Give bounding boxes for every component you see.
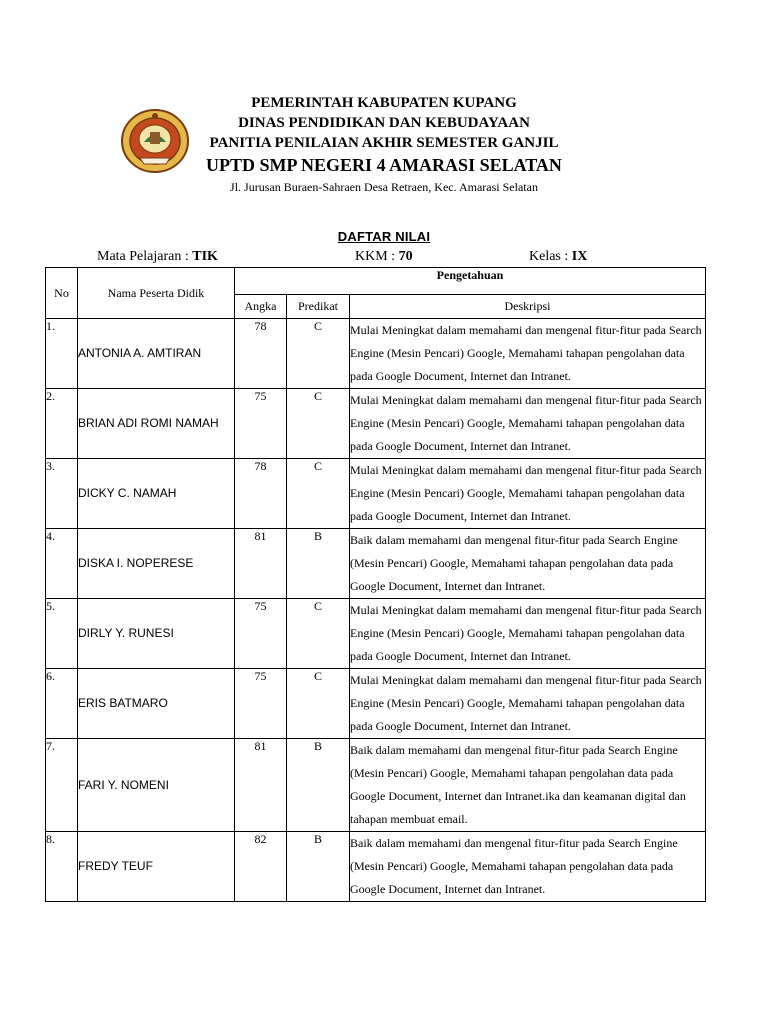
header-score: Angka <box>235 294 287 318</box>
description: Baik dalam memahami dan mengenal fitur-fitur pada Search Engine (Mesin Pencari) Google, Memahami tahapan pengolahan data pada Google Document, Internet dan Intranet.ika dan keamanan digital dan tahapan membuat email. <box>350 739 706 832</box>
letterhead-line-2: DINAS PENDIDIKAN DAN KEBUDAYAAN <box>238 115 530 131</box>
description: Baik dalam memahami dan mengenal fitur-fitur pada Search Engine (Mesin Pencari) Google, Memahami tahapan pengolahan data pada Google Document, Internet dan Intranet. <box>350 832 706 902</box>
score: 81 <box>235 739 287 832</box>
table-row <box>46 389 706 459</box>
table-row <box>46 529 706 599</box>
subject-label: Mata Pelajaran : <box>97 249 193 264</box>
score: 78 <box>235 459 287 529</box>
row-number: 4. <box>46 529 78 599</box>
row-number: 5. <box>46 599 78 669</box>
description: Mulai Meningkat dalam memahami dan mengenal fitur-fitur pada Search Engine (Mesin Pencari) Google, Memahami tahapan pengolahan data pada Google Document, Internet dan Intranet. <box>350 319 706 389</box>
class-value: IX <box>571 249 588 264</box>
predicate: B <box>287 739 350 832</box>
student-name: ERIS BATMARO <box>78 669 235 739</box>
subject-value: TIK <box>192 249 218 264</box>
predicate: C <box>287 599 350 669</box>
letterhead-line-3: PANITIA PENILAIAN AKHIR SEMESTER GANJIL <box>209 135 559 151</box>
class-label: Kelas : <box>529 249 572 264</box>
document-title: DAFTAR NILAI <box>337 229 431 244</box>
header-no: No <box>46 268 78 319</box>
predicate: C <box>287 319 350 389</box>
header-knowledge: Pengetahuan <box>235 268 706 295</box>
student-name: ANTONIA A. AMTIRAN <box>78 319 235 389</box>
header-predicate: Predikat <box>287 294 350 318</box>
score: 75 <box>235 599 287 669</box>
kkm-label: KKM : <box>355 249 399 264</box>
predicate: B <box>287 832 350 902</box>
kupang-regency-crest-icon <box>120 108 190 174</box>
row-number: 2. <box>46 389 78 459</box>
description: Mulai Meningkat dalam memahami dan mengenal fitur-fitur pada Search Engine (Mesin Pencari) Google, Memahami tahapan pengolahan data pada Google Document, Internet dan Intranet. <box>350 459 706 529</box>
student-name: FREDY TEUF <box>78 832 235 902</box>
row-number: 3. <box>46 459 78 529</box>
class-info <box>529 249 587 265</box>
row-number: 8. <box>46 832 78 902</box>
table-row <box>46 319 706 389</box>
description: Mulai Meningkat dalam memahami dan mengenal fitur-fitur pada Search Engine (Mesin Pencari) Google, Memahami tahapan pengolahan data pada Google Document, Internet dan Intranet. <box>350 669 706 739</box>
score: 75 <box>235 389 287 459</box>
student-name: FARI Y. NOMENI <box>78 739 235 832</box>
header-description: Deskripsi <box>350 294 706 318</box>
score: 81 <box>235 529 287 599</box>
table-row <box>46 739 706 832</box>
predicate: B <box>287 529 350 599</box>
description: Mulai Meningkat dalam memahami dan mengenal fitur-fitur pada Search Engine (Mesin Pencari) Google, Memahami tahapan pengolahan data pada Google Document, Internet dan Intranet. <box>350 389 706 459</box>
predicate: C <box>287 459 350 529</box>
student-name: DICKY C. NAMAH <box>78 459 235 529</box>
score: 75 <box>235 669 287 739</box>
letterhead <box>190 93 578 178</box>
grades-table <box>45 267 706 902</box>
letterhead-line-1: PEMERINTAH KABUPATEN KUPANG <box>251 95 517 111</box>
table-row <box>46 599 706 669</box>
student-name: DISKA I. NOPERESE <box>78 529 235 599</box>
kkm-value: 70 <box>398 249 413 264</box>
row-number: 1. <box>46 319 78 389</box>
score: 82 <box>235 832 287 902</box>
header-student-name: Nama Peserta Didik <box>78 268 235 319</box>
student-name: DIRLY Y. RUNESI <box>78 599 235 669</box>
grade-rows <box>46 319 706 902</box>
predicate: C <box>287 669 350 739</box>
row-number: 6. <box>46 669 78 739</box>
table-row <box>46 669 706 739</box>
score: 78 <box>235 319 287 389</box>
student-name: BRIAN ADI ROMI NAMAH <box>78 389 235 459</box>
school-name: UPTD SMP NEGERI 4 AMARASI SELATAN <box>206 155 562 175</box>
subject-info <box>97 249 218 265</box>
description: Baik dalam memahami dan mengenal fitur-fitur pada Search Engine (Mesin Pencari) Google, Memahami tahapan pengolahan data pada Google Document, Internet dan Intranet. <box>350 529 706 599</box>
table-row <box>46 832 706 902</box>
table-row <box>46 459 706 529</box>
predicate: C <box>287 389 350 459</box>
school-address: Jl. Jurusan Buraen-Sahraen Desa Retraen, Kec. Amarasi Selatan <box>230 180 538 194</box>
row-number: 7. <box>46 739 78 832</box>
description: Mulai Meningkat dalam memahami dan mengenal fitur-fitur pada Search Engine (Mesin Pencari) Google, Memahami tahapan pengolahan data pada Google Document, Internet dan Intranet. <box>350 599 706 669</box>
kkm-info <box>355 249 413 265</box>
